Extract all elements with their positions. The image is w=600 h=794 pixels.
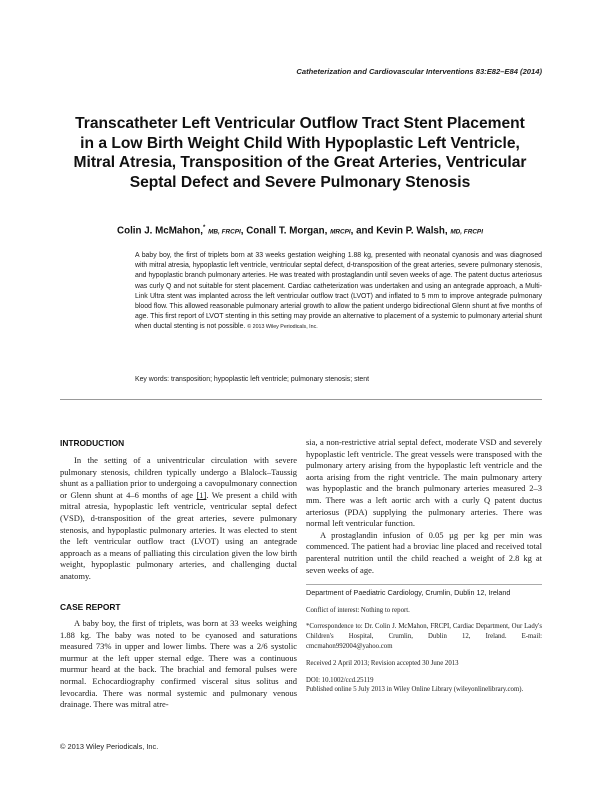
abstract-text: A baby boy, the first of triplets born at 33 weeks gestation weighing 1.88 kg, presented with neonatal cyanosis and was diagnosed with mitral atresia, hypoplastic left ventricle, ventricular septal defect, d-transposition of the great arteries, severe pulmonary stenosis, and hypoplastic branch pulmonary arteries. He was treated with prostaglandin until seven weeks of age. The patent ductus arteriosus was curly Q and not suitable for stent placement. Cardiac catheterization was undertaken and using an antegrade approach, a Multi-Link Ultra stent was implanted across the left ventricular outflow tract (LVOT) and inflated to 5 mm to improve antegrade pulmonary blood flow. This allowed reasonable pulmonary arterial growth to allow the patient undergo bidirectional Glenn shunt at five months of age. This first report of LVOT stenting in this setting may provide an alternative to placement of a systemic to pulmonary arterial shunt when ductal stenting is not possible.	[135, 252, 542, 331]
correspondence: *Correspondence to: Dr. Colin J. McMahon, FRCPI, Cardiac Department, Our Lady's Children's Hospital, Crumlin, Dublin 12, Ireland. E-mail: cmcmahon992004@yahoo.com	[306, 623, 542, 650]
author-list	[60, 225, 540, 236]
keywords: Key words: transposition; hypoplastic left ventricle; pulmonary stenosis; stent	[135, 376, 370, 383]
footer-copyright: © 2013 Wiley Periodicals, Inc.	[60, 742, 159, 751]
affiliation: Department of Paediatric Cardiology, Crumlin, Dublin 12, Ireland	[306, 588, 511, 597]
section-divider	[60, 399, 542, 400]
doi: DOI: 10.1002/ccd.25119	[306, 676, 374, 684]
case-report-heading: CASE REPORT	[60, 602, 121, 612]
right-column-body	[306, 437, 542, 576]
introduction-body	[60, 455, 297, 583]
author-separator: ,	[240, 225, 247, 237]
footnote-divider	[306, 584, 542, 585]
case-report-paragraph: A prostaglandin infusion of 0.05 µg per kg per min was commenced. The patient had a broviac line placed and received total parenteral nutrition until the child reached a weight of 2.8 kg at seven weeks of age.	[306, 529, 542, 575]
author-credentials: MB, FRCPI	[208, 228, 241, 236]
intro-text: . We present a child with mitral atresia, hypoplastic left ventricle, ventricular septal defect (VSD), d-transposition of the great arteries, severe pulmonary stenosis, and hypoplastic pulmonary arteries. It was elected to stent the left ventricular outflow tract (LVOT) using an antegrade approach as a means of palliating this circulation given the low birth weight, hypoplastic pulmonary arteries, and challenging ductal anatomy.	[60, 489, 297, 581]
case-report-continuation: sia, a non-restrictive atrial septal defect, moderate VSD and severely hypoplastic left ventricle. The great vessels were transposed with the pulmonary artery arising from the hypoplastic left ventricle and the aorta arising from the right ventricle. The main pulmonary artery was hypoplastic and the branch pulmonary arteries measured 2–3 mm. There was a left aortic arch with a curly Q patent ductus arteriosus (PDA) supplying the pulmonary arteries. There was normal left ventricular function.	[306, 437, 542, 529]
author-separator: , and	[350, 225, 377, 237]
author-name: Conall T. Morgan,	[246, 225, 328, 237]
abstract	[135, 251, 542, 333]
running-header: Catheterization and Cardiovascular Interventions 83:E82–E84 (2014)	[296, 67, 542, 76]
footnotes	[306, 588, 542, 695]
intro-text: In the setting of a univentricular circulation with severe pulmonary stenosis, children typically undergo a Blalock–Taussig shunt as a palliation prior to undergoing a cavopulmonary connection or Glenn shunt at 4–6 months of age	[60, 455, 297, 500]
case-report-body	[60, 618, 297, 711]
conflict-of-interest: Conflict of interest: Nothing to report.	[306, 606, 410, 614]
received-dates: Received 2 April 2013; Revision accepted 30 June 2013	[306, 659, 459, 667]
article-title: Transcatheter Left Ventricular Outflow Tract Stent Placement in a Low Birth Weight Child With Hypoplastic Left Ventricle, Mitral Atresia, Transposition of the Great Arteries, Ventricular Septal Defect and Severe Pulmonary Stenosis	[73, 115, 527, 191]
introduction-heading: INTRODUCTION	[60, 438, 125, 448]
author-credentials: MD, FRCPI	[450, 228, 483, 236]
published-online: Published online 5 July 2013 in Wiley Online Library (wileyonlinelibrary.com).	[306, 686, 524, 694]
abstract-copyright: © 2013 Wiley Periodicals, Inc.	[247, 324, 318, 331]
author-credentials: MRCPI	[330, 228, 351, 236]
correspondence-mark: *	[203, 225, 206, 231]
author-name: Colin J. McMahon,	[117, 225, 204, 237]
author-name: Kevin P. Walsh,	[376, 225, 448, 237]
reference-link[interactable]: [1]	[196, 489, 207, 500]
case-report-paragraph: A baby boy, the first of triplets, was born at 33 weeks weighing 1.88 kg. The baby was noted to be cyanosed and saturations measured 73% in upper and lower limbs. There was a 2/6 systolic murmur at the left upper sternal edge. There was a continuous murmur heard at the back. The brachial and femoral pulses were normal. Echocardiography confirmed visceral situs solitus and levocardia. There was normal systemic and pulmonary venous drainage. There was mitral atre-	[60, 618, 297, 710]
